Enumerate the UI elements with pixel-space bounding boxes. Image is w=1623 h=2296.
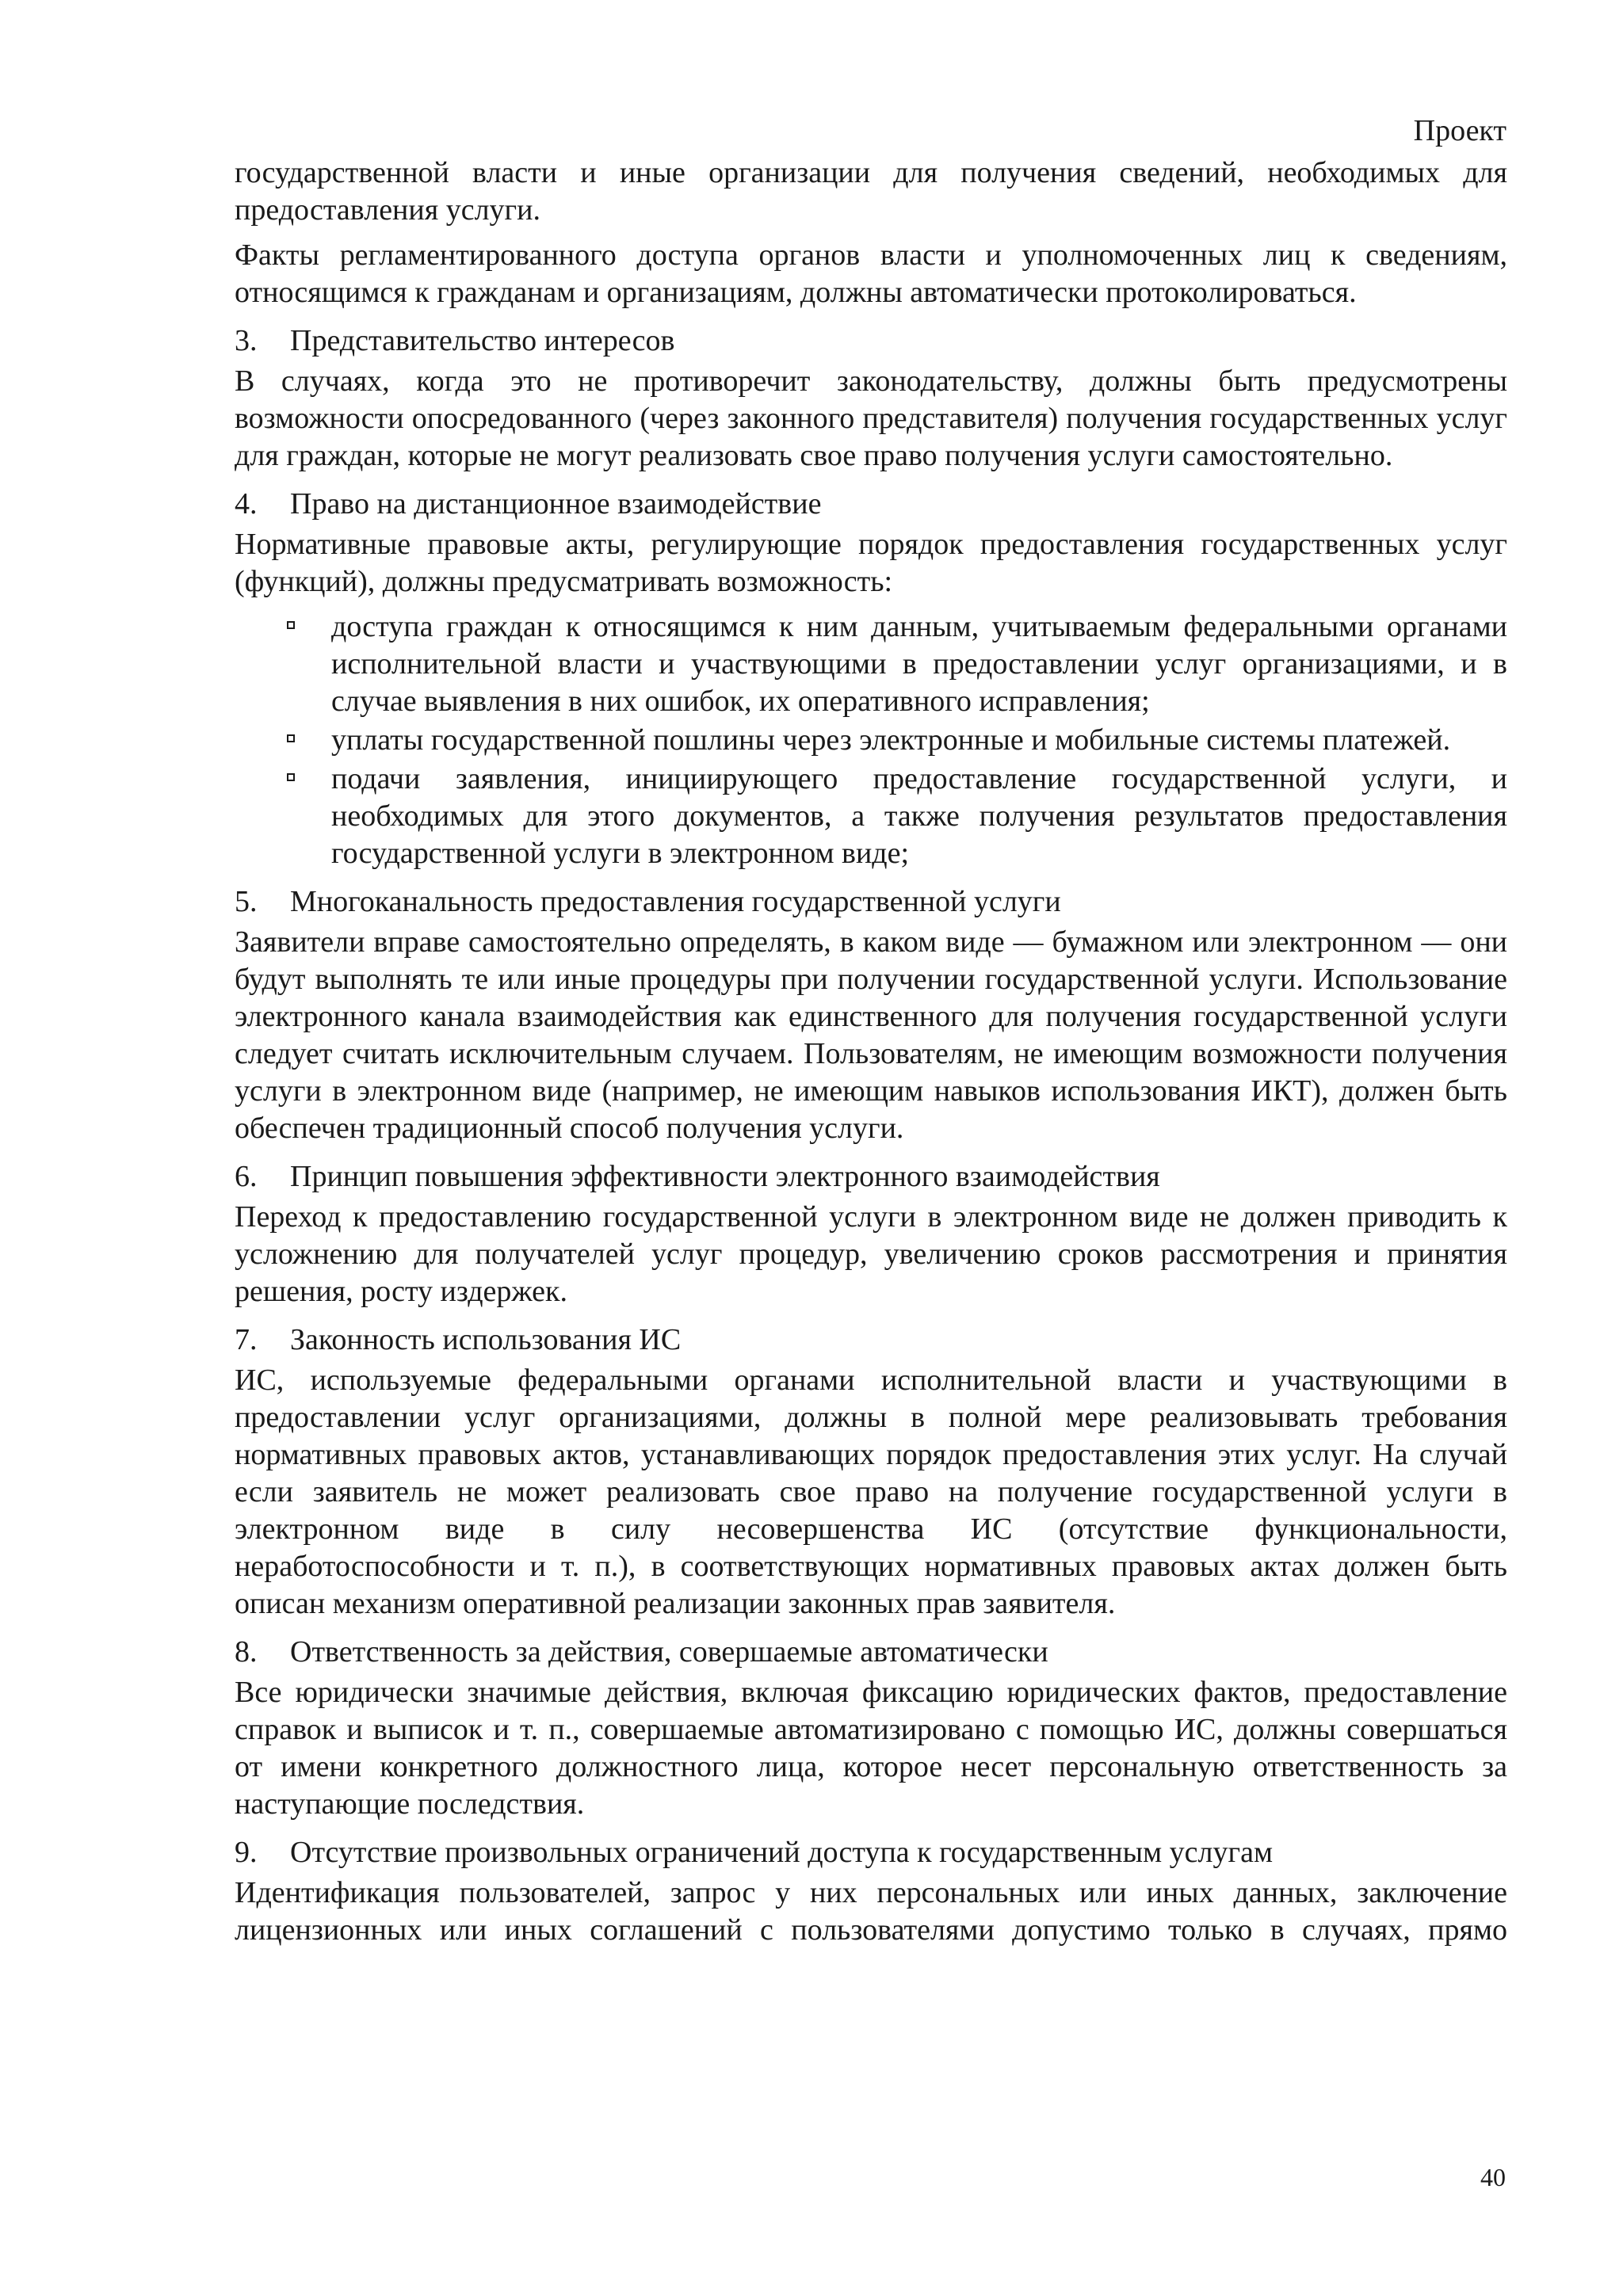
section-5 <box>235 883 1507 1147</box>
section-title: Принцип повышения эффективности электронного взаимодействия <box>290 1160 1160 1193</box>
section-title: Многоканальность предоставления государственной услуги <box>290 885 1061 918</box>
section-heading <box>235 1322 1507 1359</box>
list-item <box>235 608 1507 720</box>
section-title: Право на дистанционное взаимодействие <box>290 487 822 521</box>
section-heading <box>235 322 1507 360</box>
section-number: 7. <box>235 1323 258 1356</box>
section-7 <box>235 1322 1507 1623</box>
section-text: Переход к предоставлению государственной услуги в электронном виде не должен приводить к усложнению для получателей услуг процедур, увеличению сроков рассмотрения и принятия решения, росту издержек. <box>235 1200 1507 1308</box>
list-item-text: доступа граждан к относящимся к ним данным, учитываемым федеральными органами исполнительной власти и участвующими в предоставлении услуг организациями, и в случае выявления в них ошибок, их оперативного исправления; <box>331 610 1507 718</box>
section-title: Представительство интересов <box>290 324 675 357</box>
section-text: Все юридически значимые действия, включая фиксацию юридических фактов, предоставление справок и выписок и т. п., совершаемые автоматизировано с помощью ИС, должны совершаться от имени конкретного должностного лица, которое несет персональную ответственность за наступающие последствия. <box>235 1676 1507 1821</box>
section-number: 4. <box>235 487 258 521</box>
section-heading <box>235 1158 1507 1196</box>
section-heading <box>235 1834 1507 1871</box>
section-text: Заявители вправе самостоятельно определять, в каком виде — бумажном или электронном — они будут выполнять те или иные процедуры при получении государственной услуги. Использование электронного канала взаимодействия как единственного для получения государственной услуги следует считать исключительным случаем. Пользователям, не имеющим возможности получения услуги в электронном виде (например, не имеющим навыков использования ИКТ), должен быть обеспечен традиционный способ получения услуги. <box>235 925 1507 1145</box>
page-content <box>235 154 1507 1957</box>
section-number: 5. <box>235 885 258 918</box>
section-text: Нормативные правовые акты, регулирующие порядок предоставления государственных услуг (функций), должны предусматривать возможность: <box>235 528 1507 598</box>
section-text: Идентификация пользователей, запрос у них персональных или иных данных, заключение лицензионных или иных соглашений с пользователями допустимо только в случаях, прямо <box>235 1876 1507 1947</box>
section-3 <box>235 322 1507 475</box>
list-item <box>235 761 1507 872</box>
section-6 <box>235 1158 1507 1310</box>
square-bullet-icon <box>287 621 295 629</box>
intro-paragraph-2: Факты регламентированного доступа органов власти и уполномоченных лиц к сведениям, относящимся к гражданам и организациям, должны автоматически протоколироваться. <box>235 238 1507 309</box>
section-number: 3. <box>235 324 258 357</box>
section-heading <box>235 486 1507 523</box>
section-9 <box>235 1834 1507 1949</box>
section-title: Отсутствие произвольных ограничений доступа к государственным услугам <box>290 1836 1274 1869</box>
section-title: Законность использования ИС <box>290 1323 682 1356</box>
section-text: В случаях, когда это не противоречит законодательству, должны быть предусмотрены возможности опосредованного (через законного представителя) получения государственных услуг для граждан, которые не могут реализовать свое право получения услуги самостоятельно. <box>235 364 1507 472</box>
section-title: Ответственность за действия, совершаемые автоматически <box>290 1635 1048 1669</box>
section-number: 8. <box>235 1635 258 1669</box>
section-heading <box>235 1634 1507 1671</box>
section-number: 6. <box>235 1160 258 1193</box>
list-item-text: уплаты государственной пошлины через электронные и мобильные системы платежей. <box>331 723 1451 757</box>
intro-paragraph-1: государственной власти и иные организации для получения сведений, необходимых для предоставления услуги. <box>235 156 1507 227</box>
section-number: 9. <box>235 1836 258 1869</box>
square-bullet-icon <box>287 734 295 742</box>
section-text: ИС, используемые федеральными органами исполнительной власти и участвующими в предоставлении услуг организациями, должны в полной мере реализовывать требования нормативных правовых актов, устанавливающих порядок предоставления этих услуг. На случай если заявитель не может реализовать свое право на получение государственной услуги в электронном виде в силу несовершенства ИС (отсутствие функциональности, неработоспособности и т. п.), в соответствующих нормативных правовых актах должен быть описан механизм оперативной реализации законных прав заявителя. <box>235 1363 1507 1620</box>
page-number: 40 <box>1480 2163 1506 2191</box>
section-8 <box>235 1634 1507 1823</box>
square-bullet-icon <box>287 773 295 781</box>
bullet-list <box>235 608 1507 872</box>
section-4 <box>235 486 1507 872</box>
section-heading <box>235 883 1507 921</box>
list-item <box>235 722 1507 759</box>
project-label: Проект <box>1413 114 1507 147</box>
list-item-text: подачи заявления, инициирующего предоставление государственной услуги, и необходимых для этого документов, а также получения результатов предоставления государственной услуги в электронном виде; <box>331 762 1507 870</box>
